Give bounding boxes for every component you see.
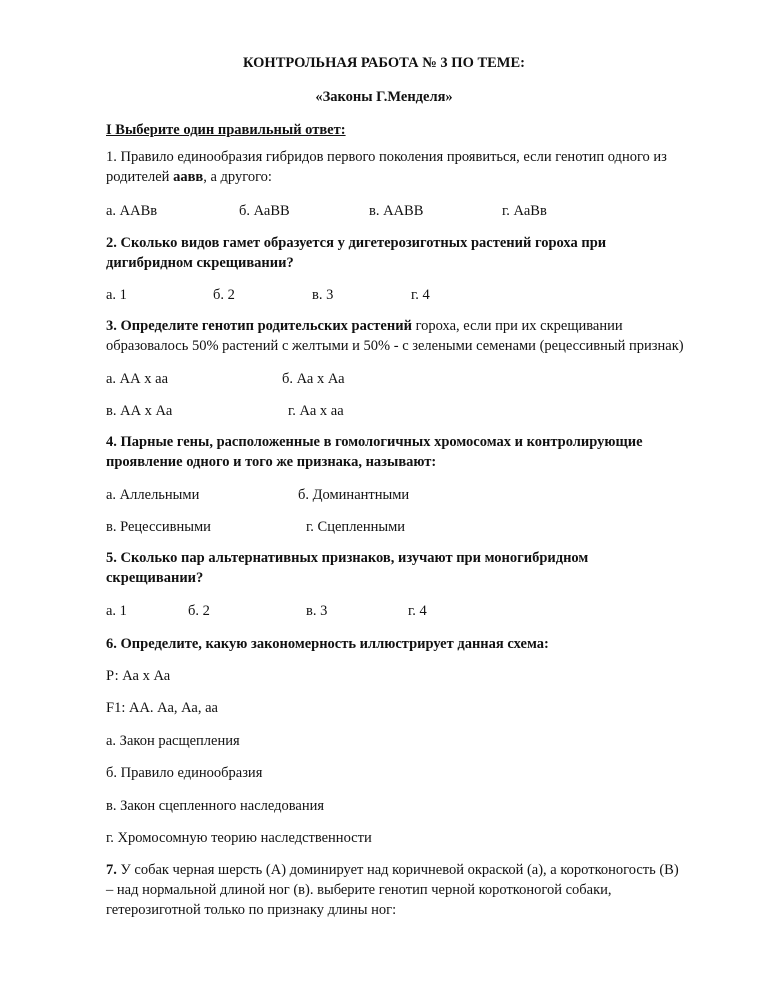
- question-5-line-1: 5. Сколько пар альтернативных признаков, изучают при моногибридном: [106, 550, 589, 566]
- question-4-option-c: в. Рецессивными: [106, 519, 211, 535]
- question-2-option-d: г. 4: [411, 287, 430, 303]
- question-6-option-b: б. Правило единообразия: [106, 765, 263, 781]
- question-5-option-a: а. 1: [106, 603, 127, 619]
- question-7-line-2: – над нормальной длиной ног (в). выберите генотип черной коротконогой собаки,: [106, 882, 612, 898]
- question-4-option-b: б. Доминантными: [298, 487, 410, 503]
- question-2-option-c: в. 3: [312, 287, 334, 303]
- question-6-f1: F1: АА. Аа, Аа, аа: [106, 700, 218, 716]
- question-5-option-b: б. 2: [188, 603, 210, 619]
- question-1-option-d: г. АаВв: [502, 203, 547, 219]
- question-7-number: 7.: [106, 862, 117, 878]
- question-6-line-1: 6. Определите, какую закономерность иллюстрирует данная схема:: [106, 636, 549, 652]
- question-4-option-a: а. Аллельными: [106, 487, 200, 503]
- document-subtitle: «Законы Г.Менделя»: [315, 89, 453, 105]
- question-7-line-1: [106, 860, 679, 880]
- question-2-line-2: дигибридном скрещивании?: [106, 255, 294, 271]
- question-4-line-2: проявление одного и того же признака, называют:: [106, 454, 437, 470]
- question-6-option-c: в. Закон сцепленного наследования: [106, 798, 325, 814]
- question-6-option-a: а. Закон расщепления: [106, 733, 240, 749]
- question-1-text-end: , а другого:: [203, 169, 272, 185]
- question-3-heading: 3. Определите генотип родительских растений: [106, 318, 412, 334]
- question-3-option-c: в. АА х Аа: [106, 403, 173, 419]
- question-1-option-a: а. ААВв: [106, 203, 158, 219]
- question-2-option-b: б. 2: [213, 287, 235, 303]
- question-7-text: У собак черная шерсть (А) доминирует над коричневой окраской (а), а коротконогость (В): [116, 862, 679, 878]
- question-1-line-1: 1. Правило единообразия гибридов первого поколения проявиться, если генотип одного из: [106, 149, 667, 165]
- question-5-line-2: скрещивании?: [106, 570, 204, 586]
- question-5-option-d: г. 4: [408, 603, 427, 619]
- question-3-line-1: [106, 316, 623, 336]
- question-2-line-1: 2. Сколько видов гамет образуется у дигетерозиготных растений гороха при: [106, 235, 607, 251]
- question-4-line-1: 4. Парные гены, расположенные в гомологичных хромосомах и контролирующие: [106, 434, 643, 450]
- question-3-option-b: б. Аа х Аа: [282, 371, 345, 387]
- question-3-line-2: образовалось 50% растений с желтыми и 50% - с зелеными семенами (рецессивный признак): [106, 338, 684, 354]
- question-7-line-3: гетерозиготной только по признаку длины ног:: [106, 902, 397, 918]
- question-1-option-c: в. ААВВ: [369, 203, 424, 219]
- document-title: КОНТРОЛЬНАЯ РАБОТА № 3 ПО ТЕМЕ:: [242, 55, 525, 71]
- question-4-option-d: г. Сцепленными: [306, 519, 406, 535]
- question-1-line-2: [106, 167, 272, 187]
- question-3-option-d: г. Аа х аа: [288, 403, 344, 419]
- question-6-option-d: г. Хромосомную теорию наследственности: [106, 830, 372, 846]
- question-6-parents: Р: Аа х Аа: [106, 668, 171, 684]
- question-3-option-a: а. АА х аа: [106, 371, 169, 387]
- question-1-text: родителей: [106, 169, 174, 185]
- question-3-text: гороха, если при их скрещивании: [411, 318, 623, 334]
- question-1-option-b: б. АаВВ: [239, 203, 290, 219]
- question-5-option-c: в. 3: [306, 603, 328, 619]
- question-1-genotype: аавв: [173, 169, 204, 185]
- question-2-option-a: а. 1: [106, 287, 127, 303]
- section-heading: I Выберите один правильный ответ:: [106, 122, 346, 138]
